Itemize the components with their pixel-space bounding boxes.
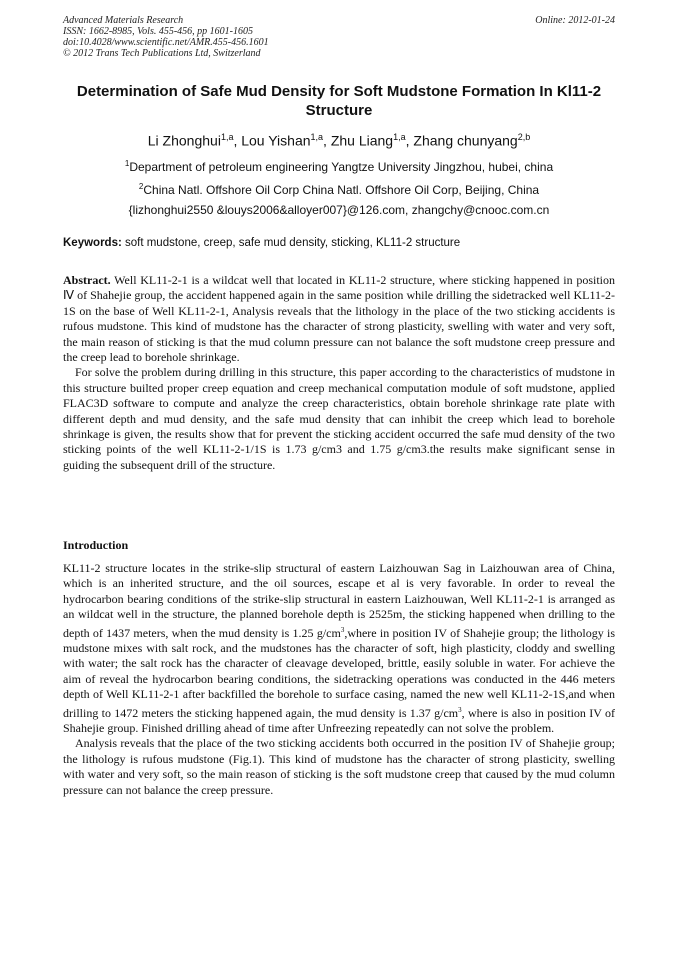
affiliation-text: Department of petroleum engineering Yangtze University Jingzhou, hubei, china xyxy=(129,160,554,174)
author-name: Zhang chunyang xyxy=(413,132,518,149)
affiliation-1 xyxy=(63,157,615,174)
author-list: Li Zhonghui$^{1,a}$, Lou Yishan$^{1,a}$, Zhu Liang$^{1,a}$, Zhang chunyang$^{2,b}$ xyxy=(147,132,531,149)
intro-text-a: KL11-2 structure locates in the strike-slip structural of eastern Laizhouwan Sag in Laizhouwan area of China, which is an inherited structure, and the oil sources, escape et al is very favorable. In order to reveal the hydrocarbon bearing conditions of the strike-slip structural in eastern Laizhouwan, Well KL11-2-1 is arranged as an wildcat well in the structure, the planned borehole depth is 2525m, the sticking happened when drilling to the depth of 1437 meters, when the mud density is 1.25 g/cm xyxy=(63,561,615,640)
author-affiliation-mark: 1,a xyxy=(310,132,324,142)
unit-superscript: 3 xyxy=(458,705,462,714)
doi-line: doi:10.4028/www.scientific.net/AMR.455-456.1601 xyxy=(63,37,269,48)
issn-line: ISSN: 1662-8985, Vols. 455-456, pp 1601-1605 xyxy=(63,26,253,37)
journal-header xyxy=(63,15,615,59)
unit-superscript: 3 xyxy=(340,625,345,634)
abstract-text-1: Well KL11-2-1 is a wildcat well that located in KL11-2 structure, where sticking happened in position Ⅳ of Shahejie group, the accident happened again in the same position while drilling the sidetracked well KL11-2-1S on the base of Well KL11-2-1, Analysis reveals that the lithology in the place of the two sticking accidents is rufous mudstone. This kind of mudstone has the character of strong plasticity, swelling with water and very soft, the main reason of sticking is that the mud column pressure can not balance the soft mudstone creep pressure and the creep lead to borehole shrinkage. xyxy=(63,273,615,365)
intro-text-b: ,where in position IV of Shahejie group; the lithology is mudstone mixes with salt rock, and the mudstones has the character of soft, high plasticity, cloddy and swelling with water; the salt rock has the character of cleavage developed, brittle, easily soluble in water. For achieve the aim of reveal the hydrocarbon bearing conditions, the sidetracking operations was conducted in the 446 meters depth of Well KL11-2-1 after backfilled the borehole to surface casing, named the new well KL11-2-1S,and when drilling to 1472 meters the sticking happened again, the mud density is 1.37 g/cm xyxy=(63,625,615,720)
author-name: Lou Yishan xyxy=(241,132,311,149)
introduction-section xyxy=(63,561,615,798)
affiliation-mark: 1 xyxy=(124,159,130,168)
author-affiliation-mark: 2,b xyxy=(517,132,531,142)
online-date: Online: 2012-01-24 xyxy=(535,15,615,26)
abstract-paragraph-2: For solve the problem during drilling in this structure, this paper according to the characteristics of mudstone in this structure builted proper creep equation and creep mechanical computation module of soft mudstone, applied FLAC3D software to compute and analyze the creep characteristics, obtain borehole shrinkage rate plate with different depth and mud density, and the safe mud density that can inhibit the creep which lead to borehole shrinkage is given, the results show that for prevent the sticking accident occurred the safe mud density of the two sticking points of the well KL11-2-1/1S is 1.73 g/cm3 and 1.75 g/cm3.the results make significant sense in guiding the subsequent drill of the structure. xyxy=(63,365,615,472)
affiliation-mark: 2 xyxy=(138,182,144,191)
keywords-line xyxy=(63,236,615,250)
keywords-text: soft mudstone, creep, safe mud density, sticking, KL11-2 structure xyxy=(125,237,461,249)
author-affiliation-mark: 1,a xyxy=(220,132,234,142)
abstract-label: Abstract. xyxy=(63,273,111,287)
author-emails: {lizhonghui2550 &louys2006&alloyer007}@126.com, zhangchy@cnooc.com.cn xyxy=(128,203,550,217)
abstract-section xyxy=(63,273,615,473)
introduction-heading: Introduction xyxy=(63,538,129,552)
author-name: Li Zhonghui xyxy=(147,132,221,149)
paper-title: Determination of Safe Mud Density for Soft Mudstone Formation In Kl11-2 Structure xyxy=(76,83,602,119)
intro-text-c: , where is also in position IV of Shahejie group. Finished drilling ahead of time after Unfreezing repeatedly can not solve the problem. xyxy=(63,705,615,736)
author-name: Zhu Liang xyxy=(330,132,394,149)
keywords-label: Keywords: xyxy=(63,237,122,249)
copyright-line: © 2012 Trans Tech Publications Ltd, Switzerland xyxy=(63,48,261,59)
abstract-paragraph-1 xyxy=(63,273,615,365)
author-affiliation-mark: 1,a xyxy=(393,132,406,142)
introduction-paragraph-1 xyxy=(63,561,615,736)
affiliation-2 xyxy=(63,180,615,197)
introduction-paragraph-2: Analysis reveals that the place of the two sticking accidents both occurred in the position IV of Shahejie group; the lithology is rufous mudstone (Fig.1). This kind of mudstone has the character of strong plasticity, swelling with water and very soft, so the main reason of sticking is the soft mudstone creep that caused by the mud column pressure can not balance the creep pressure. xyxy=(63,736,615,797)
affiliation-text: China Natl. Offshore Oil Corp China Natl. Offshore Oil Corp, Beijing, China xyxy=(143,183,540,197)
journal-name: Advanced Materials Research xyxy=(63,15,184,26)
